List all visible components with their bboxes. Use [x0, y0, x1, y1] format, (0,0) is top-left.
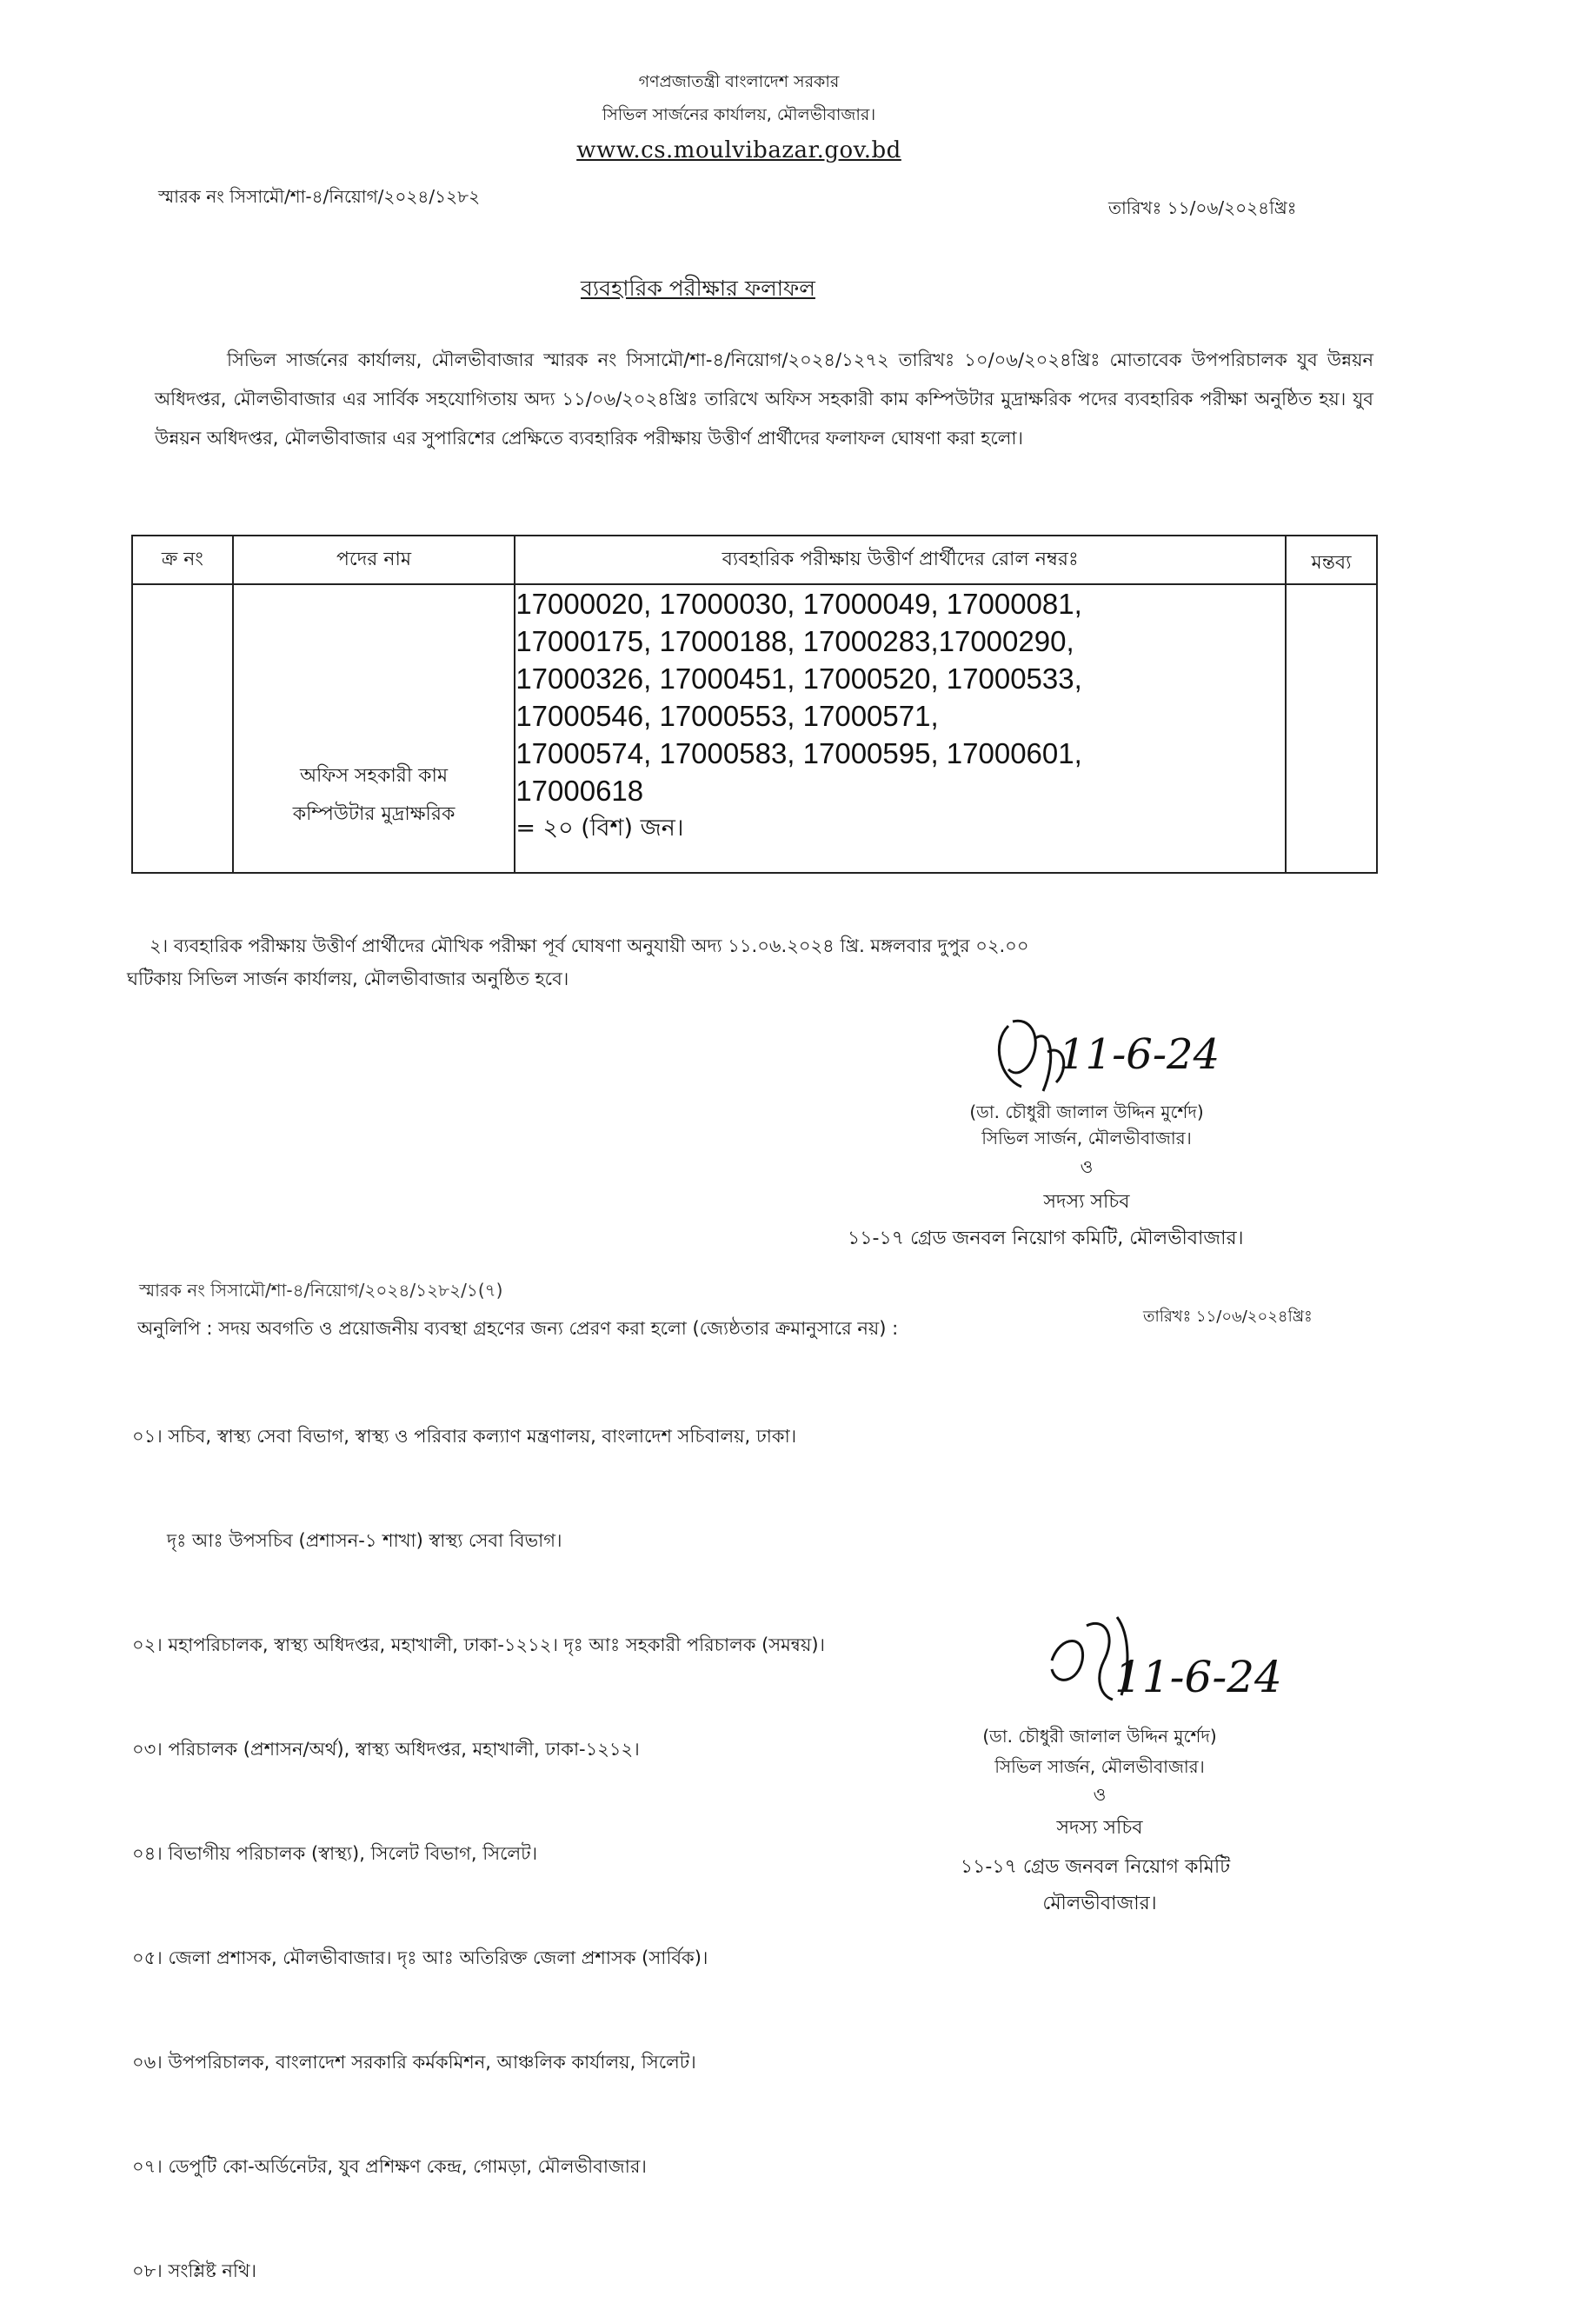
website-link[interactable]: www.cs.moulvibazar.gov.bd: [576, 137, 901, 163]
list-item: দৃঃ আঃ উপসচিব (প্রশাসন-১ শাখা) স্বাস্থ্য সেবা বিভাগ।: [132, 1530, 562, 1551]
signature-1-date: 11-6-24: [1059, 1030, 1220, 1079]
roll-line: 17000175, 17000188, 17000283,17000290,: [515, 625, 1074, 657]
header-post-name: পদের নাম: [233, 536, 515, 584]
signer-1-name: (ডা. চৌধুরী জালাল উদ্দিন মুর্শেদ): [969, 1102, 1204, 1122]
list-item: ০৩। পরিচালক (প্রশাসন/অর্থ), স্বাস্থ্য অধিদপ্তর, মহাখালী, ঢাকা-১২১২।: [132, 1739, 640, 1760]
table-row: [132, 584, 1377, 873]
signer-1-committee: ১১-১৭ গ্রেড জনবল নিয়োগ কমিটি, মৌলভীবাজার।: [848, 1228, 1244, 1249]
total-count: = ২০ (বিশ) জন।: [515, 815, 684, 842]
list-item: ০২। মহাপরিচালক, স্বাস্থ্য অধিদপ্তর, মহাখালী, ঢাকা-১২১২। দৃঃ আঃ সহকারী পরিচালক (সমন্বয়)।: [132, 1634, 826, 1655]
roll-line: 17000020, 17000030, 17000049, 17000081,: [515, 588, 1082, 620]
government-name: গণপ্রজাতন্ত্রী বাংলাদেশ সরকার: [638, 72, 840, 91]
roll-line: 17000546, 17000553, 17000571,: [515, 700, 939, 732]
list-item: ০৬। উপপরিচালক, বাংলাদেশ সরকারি কর্মকমিশন, আঞ্চলিক কার্যালয়, সিলেট।: [132, 2052, 696, 2073]
list-item: ০৮। সংশ্লিষ্ট নথি।: [132, 2260, 257, 2281]
signer-1-designation: সিভিল সার্জন, মৌলভীবাজার।: [981, 1128, 1192, 1148]
body-paragraph: সিভিল সার্জনের কার্যালয়, মৌলভীবাজার স্মারক নং সিসামৌ/শা-৪/নিয়োগ/২০২৪/১২৭২ তারিখঃ ১০/০৬/২০২৪খ্রিঃ মোতাবেক উপপরিচালক যুব উন্নয়ন অধিদপ্তর, মৌলভীবাজার এর সার্বিক সহযোগিতায় অদ্য ১১/০৬/২০২৪খ্রিঃ তারিখে অফিস সহকারী কাম কম্পিউটার মুদ্রাক্ষরিক পদের ব্যবহারিক পরীক্ষা অনুষ্ঠিত হয়। যুব উন্নয়ন অধিদপ্তর, মৌলভীবাজার এর সুপারিশের প্রেক্ষিতে ব্যবহারিক পরীক্ষায় উত্তীর্ণ প্রার্থীদের ফলাফল ঘোষণা করা হলো।: [155, 349, 1373, 449]
signer-2-and: ও: [1093, 1784, 1107, 1805]
header-roll-numbers: ব্যবহারিক পরীক্ষায় উত্তীর্ণ প্রার্থীদের রোল নম্বরঃ: [515, 536, 1286, 584]
table-header-row: [132, 536, 1377, 584]
post-name-line1: অফিস সহকারী কাম: [299, 765, 449, 787]
roll-line: 17000618: [515, 775, 644, 807]
memo-2-date: তারিখঃ ১১/০৬/২০২৪খ্রিঃ: [1143, 1308, 1313, 1326]
header-remarks: মন্তব্য: [1286, 536, 1377, 584]
copy-list: [132, 1349, 825, 2323]
remarks-cell: [1286, 584, 1377, 873]
header-serial: ক্র নং: [132, 536, 233, 584]
memo-number: স্মারক নং সিসামৌ/শা-৪/নিয়োগ/২০২৪/১২৮২: [158, 186, 481, 207]
post-name-cell: [233, 584, 515, 873]
office-name: সিভিল সার্জনের কার্যালয়, মৌলভীবাজার।: [602, 105, 876, 124]
signer-2-role: সদস্য সচিব: [1056, 1817, 1143, 1839]
signer-1-role: সদস্য সচিব: [1043, 1191, 1130, 1213]
signer-1-and: ও: [1080, 1156, 1094, 1177]
page-title: ব্যবহারিক পরীক্ষার ফলাফল: [581, 276, 815, 301]
signer-2-committee: ১১-১৭ গ্রেড জনবল নিয়োগ কমিটি: [960, 1856, 1231, 1878]
list-item: ০৭। ডেপুটি কো-অর্ডিনেটর, যুব প্রশিক্ষণ কেন্দ্র, গোমড়া, মৌলভীবাজার।: [132, 2156, 647, 2177]
signer-2-designation: সিভিল সার্জন, মৌলভীবাজার।: [994, 1756, 1205, 1777]
signer-2-name: (ডা. চৌধুরী জালাল উদ্দিন মুর্শেদ): [982, 1726, 1217, 1747]
serial-cell: [132, 584, 233, 873]
note-2-line1: ২। ব্যবহারিক পরীক্ষায় উত্তীর্ণ প্রার্থীদের মৌখিক পরীক্ষা পূর্ব ঘোষণা অনুযায়ী অদ্য ১১.০৬.২০২৪ খ্রি. মঙ্গলবার দুপুর ০২.০০: [150, 935, 1029, 956]
list-item: ০৪। বিভাগীয় পরিচালক (স্বাস্থ্য), সিলেট বিভাগ, সিলেট।: [132, 1843, 538, 1864]
roll-line: 17000326, 17000451, 17000520, 17000533,: [515, 662, 1082, 695]
memo-date: তারিখঃ ১১/০৬/২০২৪খ্রিঃ: [1108, 197, 1297, 218]
roll-numbers-cell: [515, 584, 1286, 873]
note-2-line2: ঘটিকায় সিভিল সার্জন কার্যালয়, মৌলভীবাজার অনুষ্ঠিত হবে।: [127, 968, 569, 989]
results-table: [131, 535, 1378, 874]
post-name-line2: কম্পিউটার মুদ্রাক্ষরিক: [292, 803, 456, 825]
memo-2-number: স্মারক নং সিসামৌ/শা-৪/নিয়োগ/২০২৪/১২৮২/১(৭): [139, 1280, 503, 1301]
copy-intro: অনুলিপি : সদয় অবগতি ও প্রয়োজনীয় ব্যবস্থা গ্রহণের জন্য প্রেরণ করা হলো (জ্যেষ্ঠতার ক্রমানুসারে নয়) :: [137, 1318, 899, 1339]
signer-2-committee-place: মৌলভীবাজার।: [1042, 1893, 1157, 1914]
list-item: ০৫। জেলা প্রশাসক, মৌলভীবাজার। দৃঃ আঃ অতিরিক্ত জেলা প্রশাসক (সার্বিক)।: [132, 1947, 708, 1968]
list-item: ০১। সচিব, স্বাস্থ্য সেবা বিভাগ, স্বাস্থ্য ও পরিবার কল্যাণ মন্ত্রণালয়, বাংলাদেশ সচিবালয়, ঢাকা।: [132, 1426, 797, 1447]
roll-line: 17000574, 17000583, 17000595, 17000601,: [515, 737, 1082, 769]
signature-2-date: 11-6-24: [1114, 1652, 1282, 1702]
